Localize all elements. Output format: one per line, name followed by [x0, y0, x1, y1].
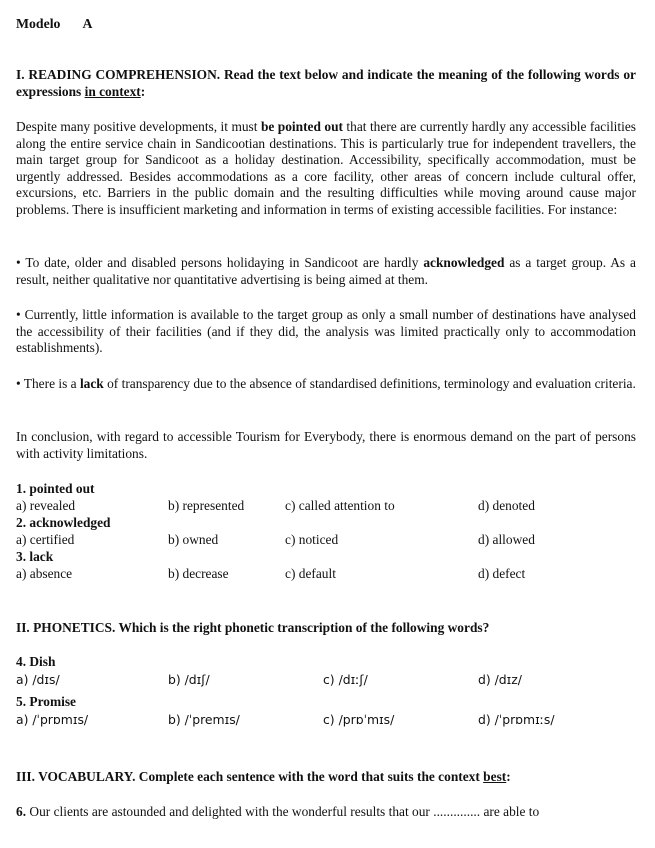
section-1-title — [16, 67, 636, 100]
question-4-heading: 4. Dish — [16, 654, 56, 669]
bullet3-text-cont: of transparency due to the absence of standardised definitions, terminology and evaluation criteria. — [103, 376, 636, 391]
bullet1-text: • To date, older and disabled persons holidaying in Sandicoot are hardly — [16, 255, 424, 270]
option-d[interactable]: d) /dɪz/ — [478, 672, 522, 687]
term-lack: lack — [79, 376, 104, 391]
term-acknowledged: acknowledged — [423, 255, 505, 270]
bullet1-text-cont: as a target group. As a result, neither qualitative nor quantitative advertising is being aimed at them. — [16, 255, 636, 287]
option-a[interactable]: a) /ˈprɒmɪs/ — [16, 712, 89, 727]
question-3-heading: 3. lack — [16, 549, 54, 564]
section-1-instruction-underlined: in context — [84, 83, 141, 99]
question-5-heading: 5. Promise — [16, 694, 76, 709]
option-c[interactable]: c) noticed — [285, 532, 339, 547]
option-b[interactable]: b) /dɪʃ/ — [168, 672, 210, 687]
option-a[interactable]: a) revealed — [16, 498, 76, 513]
option-c[interactable]: c) /prɒˈmɪs/ — [323, 712, 395, 727]
option-d[interactable]: d) /ˈprɒmɪːs/ — [478, 712, 555, 727]
item-6-number: 6. — [16, 804, 27, 819]
question-1-heading: 1. pointed out — [16, 481, 95, 496]
bullet2-text: • Currently, little information is available to the target group as only a small number of destinations have analysed the accessibility of their facilities (and if they did, the analysis was limited practically only to accommodation establishments). — [16, 307, 636, 356]
model-label — [16, 16, 636, 33]
option-c[interactable]: c) default — [285, 566, 336, 581]
option-a[interactable]: a) /dɪs/ — [16, 672, 60, 687]
para1-text: Despite many positive developments, it must — [16, 119, 261, 134]
section-3-title — [16, 769, 636, 786]
section-3-heading: III. VOCABULARY. Complete each sentence with the word that suits the context — [16, 769, 484, 784]
colon: : — [140, 83, 146, 99]
section-2-title: II. PHONETICS. Which is the right phonetic transcription of the following words? — [16, 620, 490, 635]
model-word: Modelo — [16, 16, 61, 31]
section-1-heading: I. READING COMPREHENSION. — [16, 67, 221, 82]
option-c[interactable]: c) /dɪːʃ/ — [323, 672, 368, 687]
bullet-1 — [16, 255, 636, 288]
bullet-3 — [16, 376, 636, 393]
vocabulary-item-6 — [16, 804, 636, 821]
model-letter: A — [82, 16, 93, 31]
option-a[interactable]: a) absence — [16, 566, 73, 581]
option-a[interactable]: a) certified — [16, 532, 75, 547]
option-b[interactable]: b) represented — [168, 498, 245, 513]
item-6-text: Our clients are astounded and delighted with the wonderful results that our .............. are able to — [26, 804, 540, 819]
option-b[interactable]: b) /ˈpremɪs/ — [168, 712, 240, 727]
colon: : — [506, 769, 511, 784]
reading-paragraph — [16, 119, 636, 219]
bullet-2 — [16, 307, 636, 357]
conclusion-text: In conclusion, with regard to accessible Tourism for Everybody, there is enormous demand on the part of persons with activity limitations. — [16, 429, 636, 461]
option-c[interactable]: c) called attention to — [285, 498, 395, 513]
question-2-heading: 2. acknowledged — [16, 515, 111, 530]
option-d[interactable]: d) allowed — [478, 532, 535, 547]
option-b[interactable]: b) decrease — [168, 566, 229, 581]
section-1-instruction: Read the text below and indicate the meaning of the following words or expressions — [16, 67, 636, 99]
option-d[interactable]: d) denoted — [478, 498, 535, 513]
conclusion — [16, 429, 636, 462]
term-pointed-out: be pointed out — [260, 119, 343, 134]
section-3-underlined: best — [483, 769, 507, 784]
bullet3-text: • There is a — [16, 376, 80, 391]
option-d[interactable]: d) defect — [478, 566, 526, 581]
option-b[interactable]: b) owned — [168, 532, 219, 547]
para1-text-cont: that there are currently hardly any accessible facilities along the entire service chain in Sandicootian destinations. This is particularly true for independent travellers, the main target group for Sandicoot as a holiday destination. Accessibility, specifically accommodation, must be urgently addressed. Besides accommodations as a core facility, other areas of concern include cultural offer, excursions, etc. Barriers in the public domain and the resulting difficulties while moving around cause major problems. There is insufficient marketing and information in terms of existing accessible facilities. For instance: — [16, 119, 636, 217]
